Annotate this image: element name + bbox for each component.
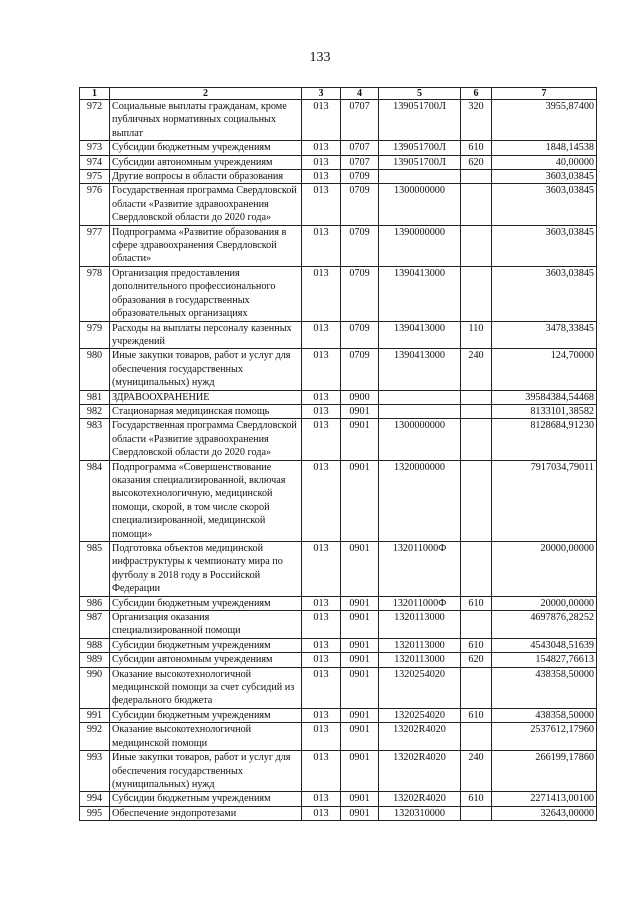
header-col-4: 4 xyxy=(341,88,379,100)
row-section-code: 0707 xyxy=(341,155,379,169)
row-name: Подпрограмма «Совершенствование оказания специализированной, включая высокотехнологичную, медицинской помощи, скорой, в том числе скорой специализированной, медицинской помощи» xyxy=(110,460,302,541)
row-name: Другие вопросы в области образования xyxy=(110,170,302,184)
row-name: Государственная программа Свердловской области «Развитие здравоохранения Свердловской области до 2020 года» xyxy=(110,184,302,225)
row-number: 989 xyxy=(80,653,110,667)
row-section-code: 0901 xyxy=(341,653,379,667)
row-expense-type xyxy=(461,806,492,820)
row-amount: 20000,00000 xyxy=(492,542,597,597)
row-department-code: 013 xyxy=(302,460,341,541)
row-amount: 2537612,17960 xyxy=(492,723,597,751)
header-col-6: 6 xyxy=(461,88,492,100)
row-department-code: 013 xyxy=(302,806,341,820)
header-col-1: 1 xyxy=(80,88,110,100)
row-expense-type: 240 xyxy=(461,751,492,792)
row-number: 987 xyxy=(80,611,110,639)
row-number: 979 xyxy=(80,321,110,349)
row-department-code: 013 xyxy=(302,225,341,266)
row-expense-type xyxy=(461,611,492,639)
row-number: 988 xyxy=(80,638,110,652)
table-row xyxy=(80,596,597,610)
row-name: Субсидии бюджетным учреждениям xyxy=(110,596,302,610)
table-row xyxy=(80,460,597,541)
table-row xyxy=(80,751,597,792)
row-expense-type xyxy=(461,404,492,418)
row-target-code: 1390413000 xyxy=(379,321,461,349)
table-row xyxy=(80,806,597,820)
row-amount: 438358,50000 xyxy=(492,708,597,722)
row-department-code: 013 xyxy=(302,155,341,169)
row-number: 975 xyxy=(80,170,110,184)
row-amount: 8128684,91230 xyxy=(492,419,597,460)
row-amount: 4697876,28252 xyxy=(492,611,597,639)
row-section-code: 0901 xyxy=(341,792,379,806)
header-col-5: 5 xyxy=(379,88,461,100)
row-number: 983 xyxy=(80,419,110,460)
row-expense-type: 110 xyxy=(461,321,492,349)
table-row xyxy=(80,100,597,141)
table-row xyxy=(80,141,597,155)
row-section-code: 0901 xyxy=(341,460,379,541)
row-department-code: 013 xyxy=(302,170,341,184)
table-row xyxy=(80,792,597,806)
row-department-code: 013 xyxy=(302,792,341,806)
row-section-code: 0709 xyxy=(341,170,379,184)
row-name: Субсидии бюджетным учреждениям xyxy=(110,792,302,806)
table-body xyxy=(80,100,597,821)
row-expense-type xyxy=(461,170,492,184)
row-section-code: 0709 xyxy=(341,321,379,349)
row-department-code: 013 xyxy=(302,638,341,652)
row-department-code: 013 xyxy=(302,404,341,418)
row-target-code: 1300000000 xyxy=(379,184,461,225)
row-target-code: 139051700Л xyxy=(379,141,461,155)
row-department-code: 013 xyxy=(302,667,341,708)
row-name: Подготовка объектов медицинской инфраструктуры к чемпионату мира по футболу в 2018 году в Российской Федерации xyxy=(110,542,302,597)
row-section-code: 0901 xyxy=(341,638,379,652)
row-number: 986 xyxy=(80,596,110,610)
row-department-code: 013 xyxy=(302,542,341,597)
row-target-code: 1320113000 xyxy=(379,611,461,639)
page-number: 133 xyxy=(309,50,331,65)
row-target-code xyxy=(379,170,461,184)
row-target-code: 13202R4020 xyxy=(379,723,461,751)
row-department-code: 013 xyxy=(302,751,341,792)
row-expense-type xyxy=(461,460,492,541)
row-target-code: 1320000000 xyxy=(379,460,461,541)
row-number: 985 xyxy=(80,542,110,597)
row-expense-type xyxy=(461,419,492,460)
row-expense-type: 620 xyxy=(461,155,492,169)
row-target-code: 1300000000 xyxy=(379,419,461,460)
row-department-code: 013 xyxy=(302,596,341,610)
row-amount: 20000,00000 xyxy=(492,596,597,610)
row-number: 976 xyxy=(80,184,110,225)
table-row xyxy=(80,321,597,349)
row-amount: 32643,00000 xyxy=(492,806,597,820)
row-target-code: 13202R4020 xyxy=(379,792,461,806)
row-name: Расходы на выплаты персоналу казенных учреждений xyxy=(110,321,302,349)
row-amount: 3603,03845 xyxy=(492,184,597,225)
row-number: 974 xyxy=(80,155,110,169)
row-section-code: 0707 xyxy=(341,100,379,141)
row-section-code: 0901 xyxy=(341,419,379,460)
table-row xyxy=(80,653,597,667)
row-amount: 154827,76613 xyxy=(492,653,597,667)
row-number: 978 xyxy=(80,266,110,321)
row-section-code: 0901 xyxy=(341,611,379,639)
row-target-code: 13202R4020 xyxy=(379,751,461,792)
row-amount: 1848,14538 xyxy=(492,141,597,155)
row-expense-type xyxy=(461,542,492,597)
row-target-code: 1390413000 xyxy=(379,266,461,321)
row-expense-type: 610 xyxy=(461,792,492,806)
row-amount: 8133101,38582 xyxy=(492,404,597,418)
row-amount: 7917034,79011 xyxy=(492,460,597,541)
row-department-code: 013 xyxy=(302,390,341,404)
row-expense-type: 610 xyxy=(461,638,492,652)
row-section-code: 0709 xyxy=(341,266,379,321)
table-row xyxy=(80,349,597,390)
table-row xyxy=(80,390,597,404)
row-section-code: 0901 xyxy=(341,667,379,708)
row-name: Субсидии автономным учреждениям xyxy=(110,653,302,667)
row-target-code: 139051700Л xyxy=(379,100,461,141)
row-expense-type: 610 xyxy=(461,596,492,610)
header-col-7: 7 xyxy=(492,88,597,100)
row-amount: 438358,50000 xyxy=(492,667,597,708)
row-name: Подпрограмма «Развитие образования в сфере здравоохранения Свердловской области» xyxy=(110,225,302,266)
row-number: 984 xyxy=(80,460,110,541)
row-section-code: 0901 xyxy=(341,723,379,751)
table-row xyxy=(80,542,597,597)
table-row xyxy=(80,611,597,639)
row-target-code: 132011000Ф xyxy=(379,596,461,610)
row-amount: 40,00000 xyxy=(492,155,597,169)
row-expense-type: 610 xyxy=(461,708,492,722)
table-row xyxy=(80,184,597,225)
row-department-code: 013 xyxy=(302,100,341,141)
header-col-2: 2 xyxy=(110,88,302,100)
row-target-code: 1320254020 xyxy=(379,708,461,722)
row-department-code: 013 xyxy=(302,419,341,460)
row-amount: 2271413,00100 xyxy=(492,792,597,806)
row-amount: 4543048,51639 xyxy=(492,638,597,652)
table-header xyxy=(80,88,597,100)
row-department-code: 013 xyxy=(302,266,341,321)
row-target-code: 1320113000 xyxy=(379,638,461,652)
table-row xyxy=(80,266,597,321)
row-name: Иные закупки товаров, работ и услуг для обеспечения государственных (муниципальных) нужд xyxy=(110,751,302,792)
row-name: Социальные выплаты гражданам, кроме публичных нормативных социальных выплат xyxy=(110,100,302,141)
row-name: Государственная программа Свердловской области «Развитие здравоохранения Свердловской области до 2020 года» xyxy=(110,419,302,460)
row-amount: 3955,87400 xyxy=(492,100,597,141)
row-name: Оказание высокотехнологичной медицинской помощи за счет субсидий из федерального бюджета xyxy=(110,667,302,708)
row-target-code: 1390000000 xyxy=(379,225,461,266)
row-number: 980 xyxy=(80,349,110,390)
row-name: ЗДРАВООХРАНЕНИЕ xyxy=(110,390,302,404)
row-number: 993 xyxy=(80,751,110,792)
row-expense-type: 320 xyxy=(461,100,492,141)
row-expense-type: 620 xyxy=(461,653,492,667)
row-section-code: 0901 xyxy=(341,542,379,597)
row-target-code xyxy=(379,390,461,404)
row-name: Субсидии автономным учреждениям xyxy=(110,155,302,169)
row-department-code: 013 xyxy=(302,321,341,349)
row-expense-type xyxy=(461,390,492,404)
row-expense-type xyxy=(461,184,492,225)
row-target-code: 1390413000 xyxy=(379,349,461,390)
table-row xyxy=(80,404,597,418)
row-section-code: 0901 xyxy=(341,751,379,792)
row-expense-type xyxy=(461,723,492,751)
row-name: Субсидии бюджетным учреждениям xyxy=(110,638,302,652)
table-row xyxy=(80,155,597,169)
row-number: 995 xyxy=(80,806,110,820)
row-name: Иные закупки товаров, работ и услуг для обеспечения государственных (муниципальных) нужд xyxy=(110,349,302,390)
row-department-code: 013 xyxy=(302,708,341,722)
row-target-code: 1320254020 xyxy=(379,667,461,708)
header-col-3: 3 xyxy=(302,88,341,100)
table-row xyxy=(80,170,597,184)
row-section-code: 0709 xyxy=(341,225,379,266)
row-amount: 3603,03845 xyxy=(492,266,597,321)
row-target-code: 139051700Л xyxy=(379,155,461,169)
row-department-code: 013 xyxy=(302,184,341,225)
row-section-code: 0900 xyxy=(341,390,379,404)
row-amount: 3603,03845 xyxy=(492,225,597,266)
row-section-code: 0709 xyxy=(341,184,379,225)
table-row xyxy=(80,708,597,722)
row-number: 972 xyxy=(80,100,110,141)
row-expense-type: 240 xyxy=(461,349,492,390)
row-number: 994 xyxy=(80,792,110,806)
row-expense-type: 610 xyxy=(461,141,492,155)
row-target-code: 1320310000 xyxy=(379,806,461,820)
row-name: Организация предоставления дополнительного профессионального образования в государственных образовательных организациях xyxy=(110,266,302,321)
table-row xyxy=(80,667,597,708)
row-number: 992 xyxy=(80,723,110,751)
row-number: 973 xyxy=(80,141,110,155)
row-section-code: 0901 xyxy=(341,708,379,722)
row-section-code: 0901 xyxy=(341,596,379,610)
row-number: 991 xyxy=(80,708,110,722)
row-section-code: 0901 xyxy=(341,806,379,820)
row-department-code: 013 xyxy=(302,611,341,639)
row-number: 990 xyxy=(80,667,110,708)
row-section-code: 0901 xyxy=(341,404,379,418)
row-amount: 3603,03845 xyxy=(492,170,597,184)
row-number: 982 xyxy=(80,404,110,418)
row-department-code: 013 xyxy=(302,723,341,751)
table-row xyxy=(80,225,597,266)
row-number: 977 xyxy=(80,225,110,266)
row-amount: 124,70000 xyxy=(492,349,597,390)
table-row xyxy=(80,638,597,652)
row-target-code: 132011000Ф xyxy=(379,542,461,597)
row-name: Стационарная медицинская помощь xyxy=(110,404,302,418)
row-name: Субсидии бюджетным учреждениям xyxy=(110,708,302,722)
row-name: Организация оказания специализированной помощи xyxy=(110,611,302,639)
row-section-code: 0709 xyxy=(341,349,379,390)
row-section-code: 0707 xyxy=(341,141,379,155)
row-department-code: 013 xyxy=(302,141,341,155)
row-name: Субсидии бюджетным учреждениям xyxy=(110,141,302,155)
row-number: 981 xyxy=(80,390,110,404)
row-name: Обеспечение эндопротезами xyxy=(110,806,302,820)
row-amount: 39584384,54468 xyxy=(492,390,597,404)
row-department-code: 013 xyxy=(302,349,341,390)
row-expense-type xyxy=(461,225,492,266)
budget-table xyxy=(79,87,597,821)
row-expense-type xyxy=(461,266,492,321)
row-department-code: 013 xyxy=(302,653,341,667)
row-name: Оказание высокотехнологичной медицинской помощи xyxy=(110,723,302,751)
table-row xyxy=(80,723,597,751)
row-amount: 266199,17860 xyxy=(492,751,597,792)
row-target-code: 1320113000 xyxy=(379,653,461,667)
row-amount: 3478,33845 xyxy=(492,321,597,349)
row-target-code xyxy=(379,404,461,418)
row-expense-type xyxy=(461,667,492,708)
table-row xyxy=(80,419,597,460)
